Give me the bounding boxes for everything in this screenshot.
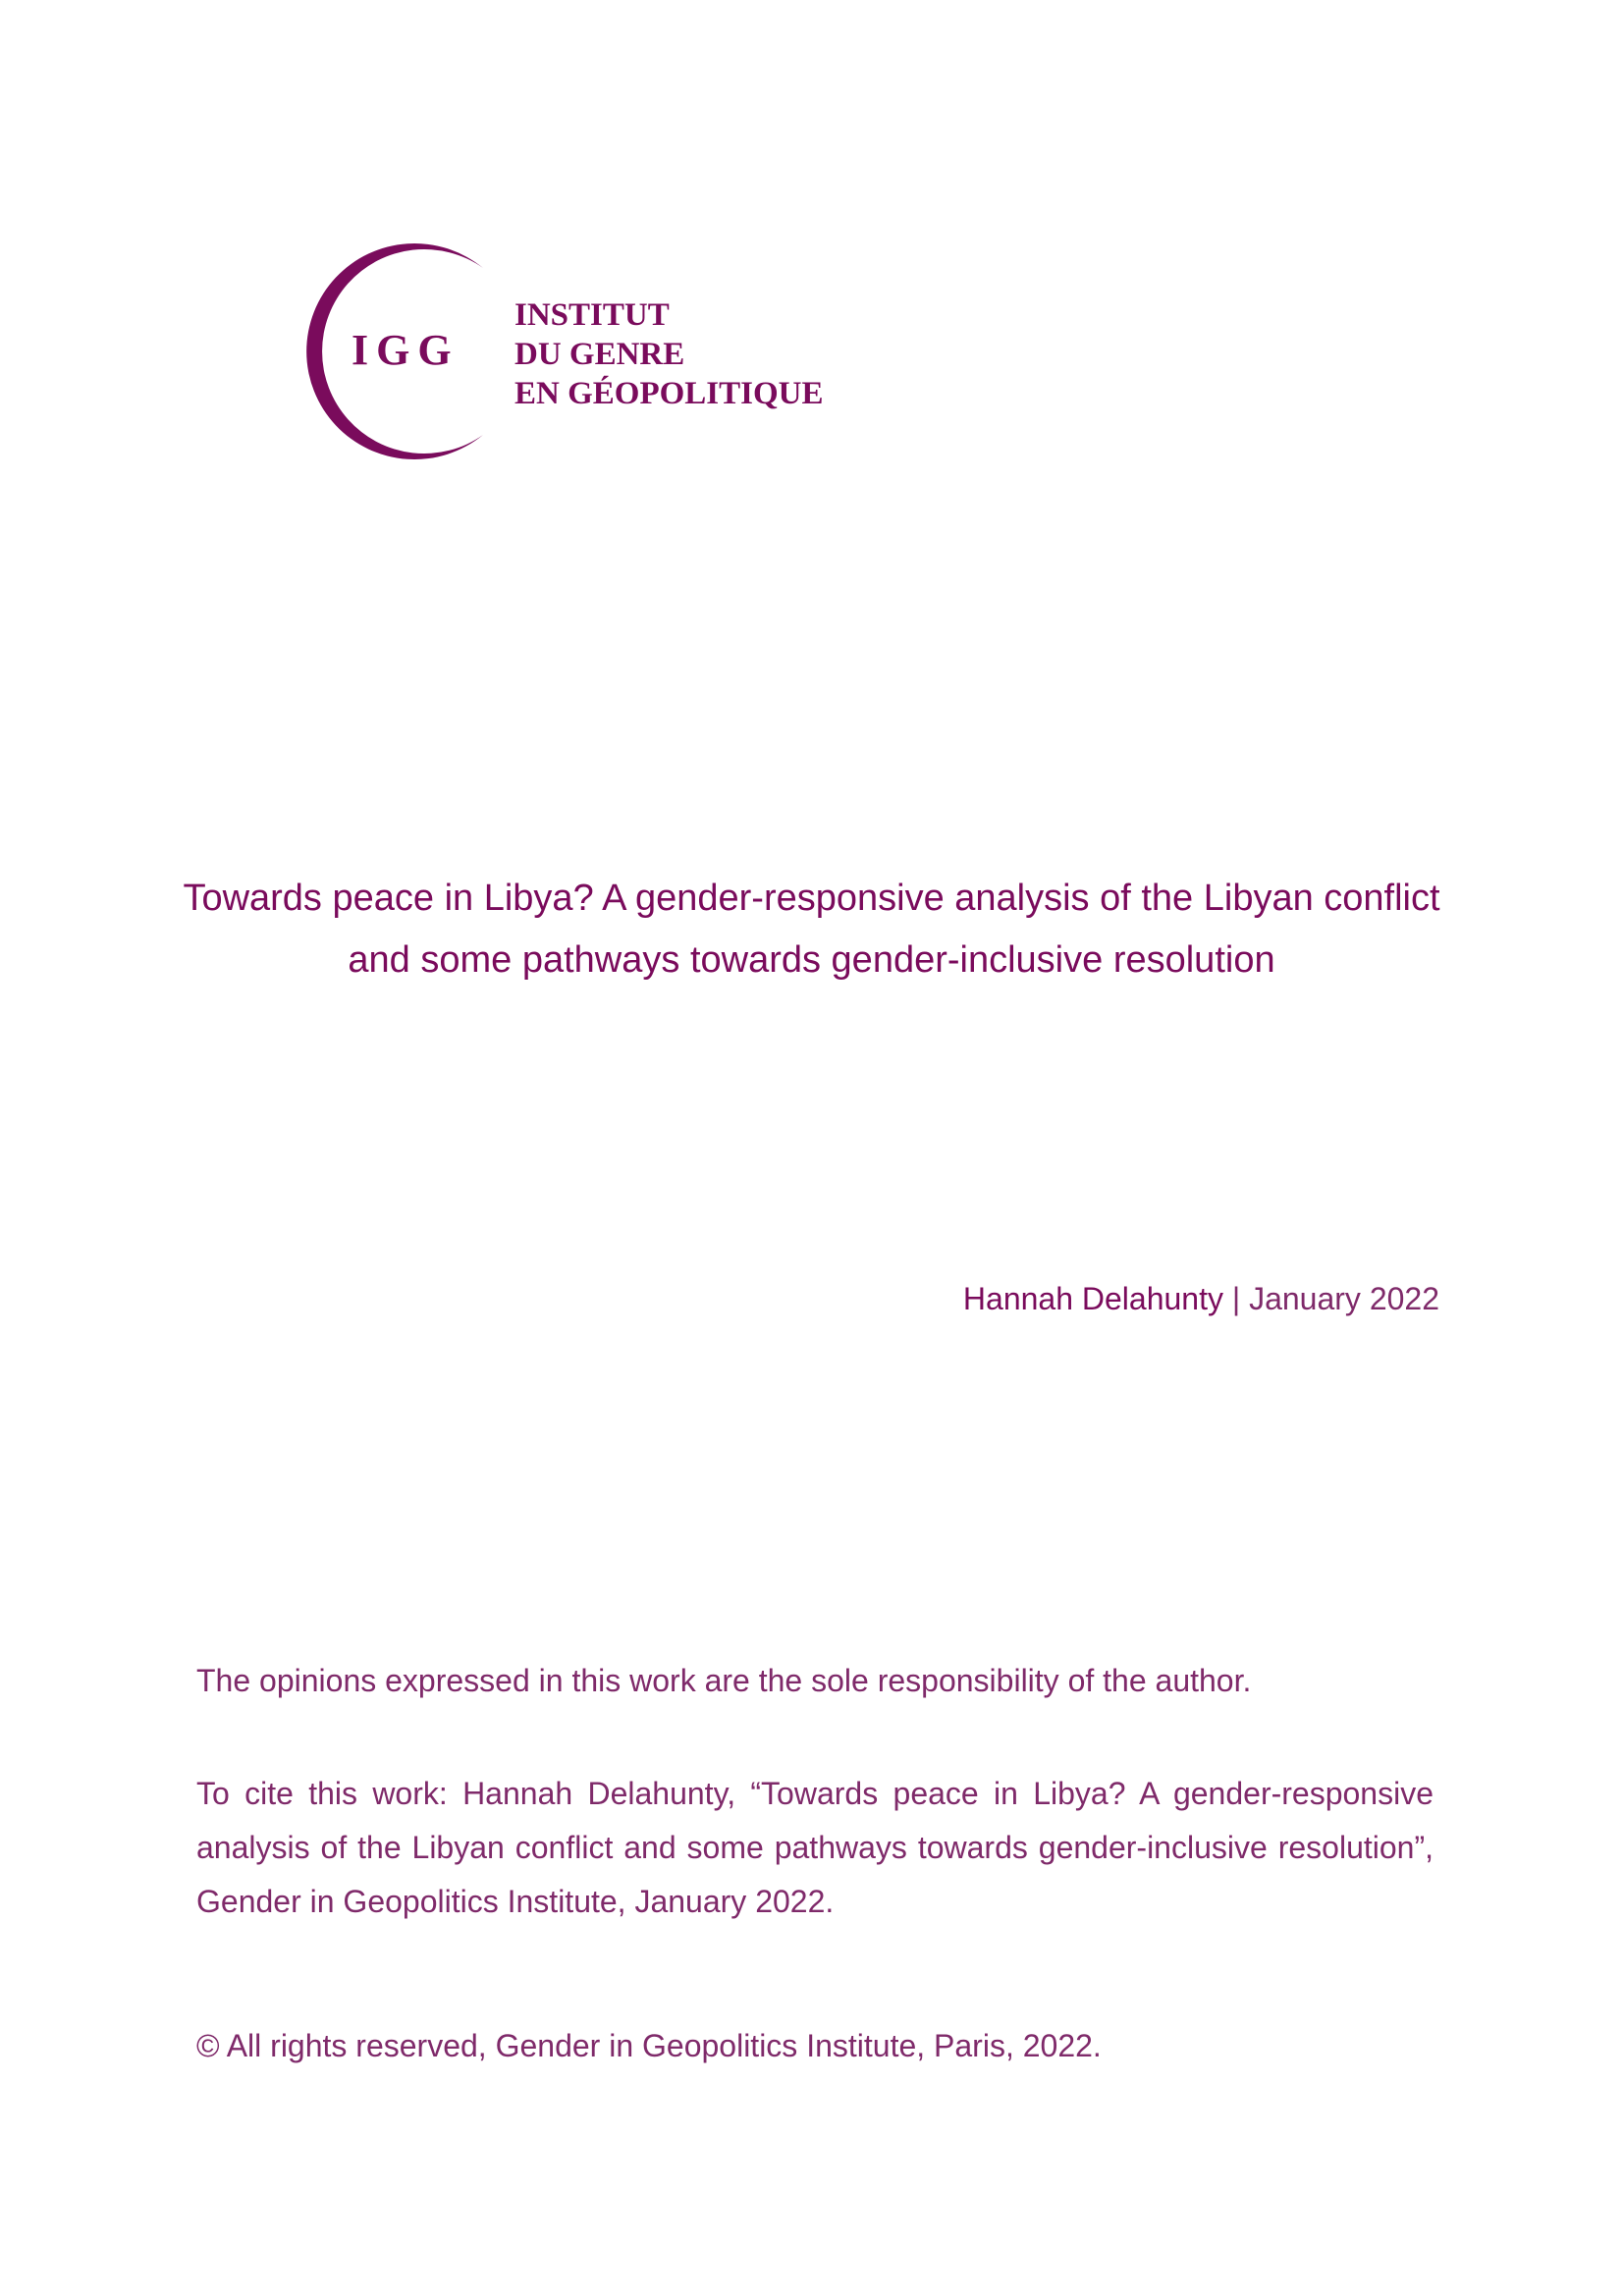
author-name: Hannah Delahunty bbox=[962, 1281, 1223, 1316]
document-title: Towards peace in Libya? A gender-responsive analysis of the Libyan conflict and some pathways towards gender-inclusive resolution bbox=[183, 878, 1440, 981]
publication-date: January 2022 bbox=[1249, 1281, 1439, 1316]
disclaimer-text: The opinions expressed in this work are the sole responsibility of the author. bbox=[196, 1663, 1252, 1698]
byline bbox=[963, 1279, 1439, 1318]
logo-name-line-3: EN GÉOPOLITIQUE bbox=[514, 376, 824, 411]
logo-name-line-2: DU GENRE bbox=[514, 337, 685, 372]
copyright-notice: © All rights reserved, Gender in Geopolitics Institute, Paris, 2022. bbox=[196, 2028, 1102, 2063]
logo-name-line-1: INSTITUT bbox=[514, 297, 670, 333]
logo-institute-name bbox=[514, 295, 823, 413]
citation-text: To cite this work: Hannah Delahunty, “Towards peace in Libya? A gender-responsive analysis of the Libyan conflict and some pathways towards gender-inclusive resolution”, Gender in Geopolitics Institute, January 2022. bbox=[196, 1776, 1434, 1919]
byline-separator: | bbox=[1222, 1281, 1250, 1316]
igg-logo bbox=[291, 239, 840, 464]
logo-acronym: IGG bbox=[352, 326, 460, 374]
